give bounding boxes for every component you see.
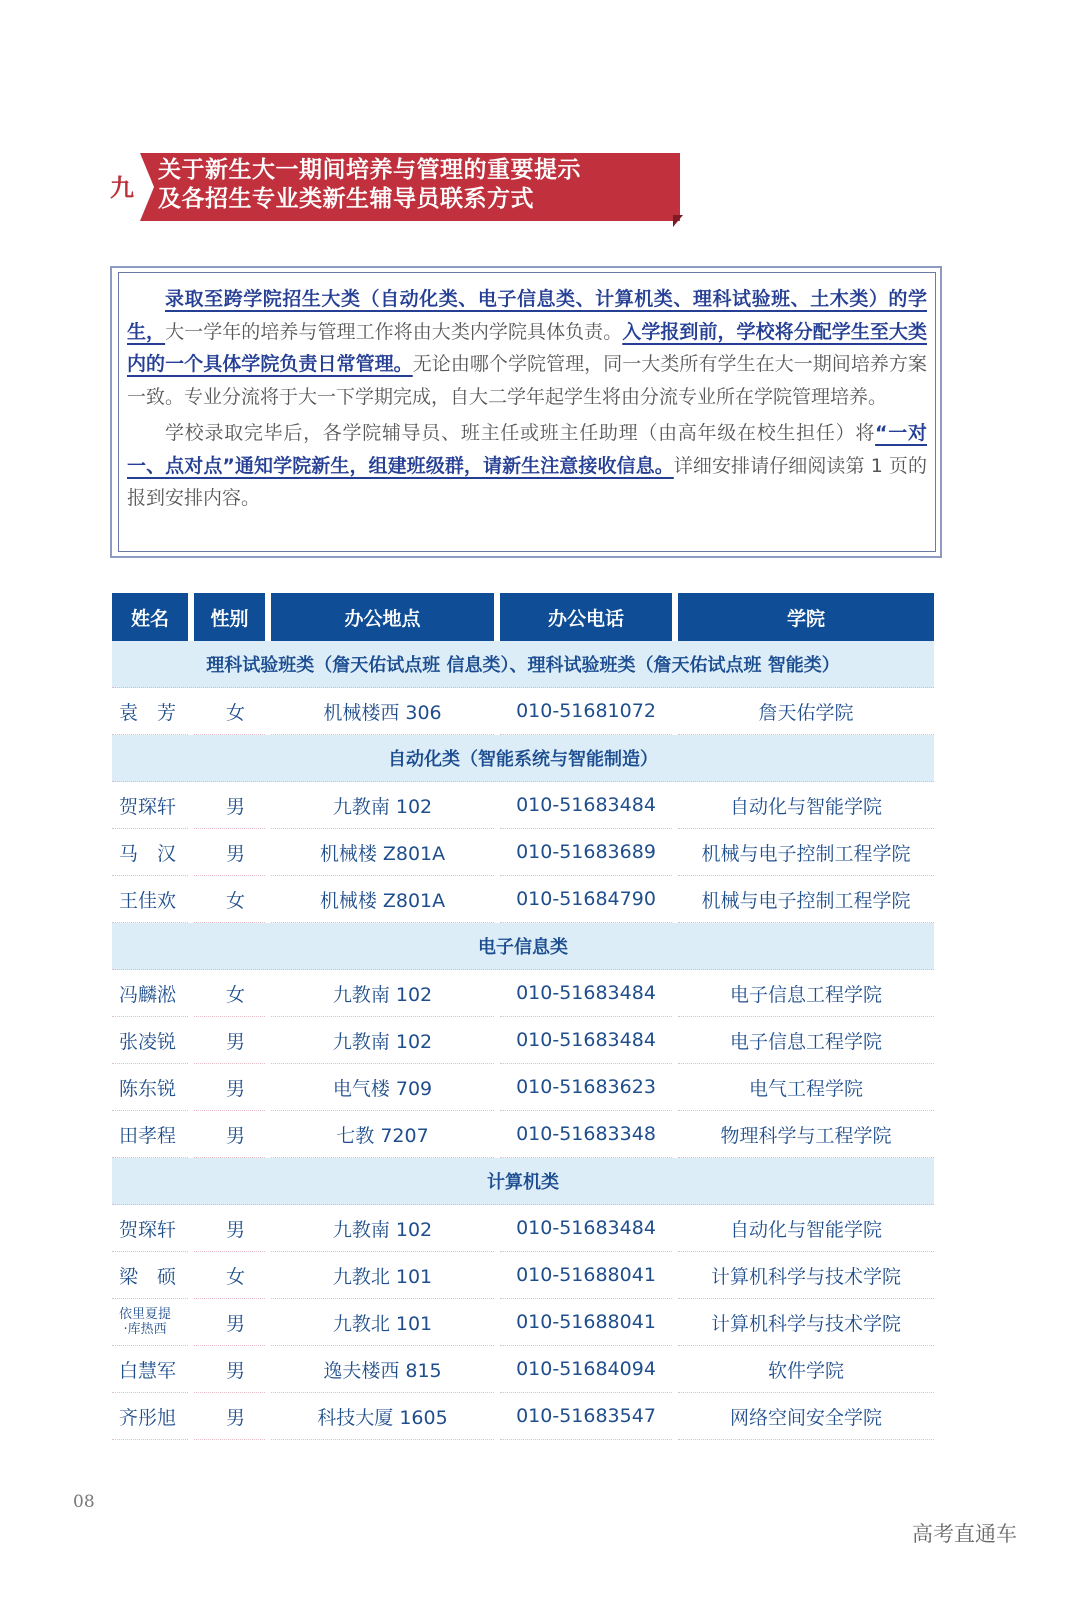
cell-office: 机械楼西 306 [271,688,494,735]
cell-gender: 男 [194,1393,265,1440]
cell-name [112,1299,188,1346]
cell-phone: 010-51684094 [500,1346,672,1393]
cell-office: 九教南 102 [271,1017,494,1064]
cell-gender: 男 [194,1064,265,1111]
cell-college: 物理科学与工程学院 [678,1111,934,1158]
section-number: 九 [110,174,134,202]
table-row [112,782,934,829]
cell-name: 冯麟淞 [112,970,188,1017]
cell-college: 网络空间安全学院 [678,1393,934,1440]
header-office: 办公地点 [271,593,494,641]
table-row [112,688,934,735]
table-row [112,1205,934,1252]
category-row: 计算机类 [112,1158,934,1205]
header-phone: 办公电话 [500,593,672,641]
section-title-line2: 及各招生专业类新生辅导员联系方式 [158,186,534,212]
table-header [112,593,934,641]
cell-gender: 女 [194,688,265,735]
table-row [112,1252,934,1299]
cell-gender: 男 [194,1017,265,1064]
notice-highlight: “一对一、点对点”通知学院新生，组建班级群，请新生注意接收信息。 [127,422,927,477]
cell-office: 机械楼 Z801A [271,876,494,923]
cell-office: 九教南 102 [271,970,494,1017]
name-line2: ·库热西 [123,1322,167,1337]
cell-phone: 010-51688041 [500,1252,672,1299]
watermark: 高考直通车 [912,1522,1017,1546]
cell-phone: 010-51681072 [500,688,672,735]
ribbon-fold [673,215,683,227]
cell-office: 逸夫楼西 815 [271,1346,494,1393]
cell-college: 软件学院 [678,1346,934,1393]
cell-college: 机械与电子控制工程学院 [678,829,934,876]
cell-office: 九教南 102 [271,1205,494,1252]
cell-gender: 女 [194,970,265,1017]
cell-name: 贺琛轩 [112,1205,188,1252]
table-body [112,641,934,1440]
cell-office: 机械楼 Z801A [271,829,494,876]
notice-paragraph-2 [127,417,927,515]
cell-phone: 010-51683484 [500,782,672,829]
cell-college: 电子信息工程学院 [678,1017,934,1064]
cell-college: 詹天佑学院 [678,688,934,735]
cell-name: 马 汉 [112,829,188,876]
cell-name: 袁 芳 [112,688,188,735]
cell-name: 张凌锐 [112,1017,188,1064]
cell-gender: 男 [194,829,265,876]
notice-text: 无论由哪个学院管理，同一大类所有学生在大一期间培养方案一致。专业分流将于大一下学期完成，自大二学年起学生将由分流专业所在学院管理培养。 [127,353,927,408]
cell-gender: 女 [194,1252,265,1299]
cell-college: 电子信息工程学院 [678,970,934,1017]
cell-college: 机械与电子控制工程学院 [678,876,934,923]
table-row [112,1064,934,1111]
cell-gender: 男 [194,782,265,829]
counselor-contact-table [112,593,934,1440]
table-row [112,1393,934,1440]
cell-office: 七教 7207 [271,1111,494,1158]
table-row [112,1346,934,1393]
cell-phone: 010-51683484 [500,1205,672,1252]
section-title-line1: 关于新生大一期间培养与管理的重要提示 [158,157,581,183]
cell-name: 梁 硕 [112,1252,188,1299]
cell-name: 陈东锐 [112,1064,188,1111]
cell-college: 计算机科学与技术学院 [678,1252,934,1299]
cell-phone: 010-51688041 [500,1299,672,1346]
header-name: 姓名 [112,593,188,641]
category-row: 理科试验班类（詹天佑试点班 信息类）、理科试验班类（詹天佑试点班 智能类） [112,641,934,688]
cell-phone: 010-51684790 [500,876,672,923]
cell-name: 贺琛轩 [112,782,188,829]
cell-phone: 010-51683689 [500,829,672,876]
cell-college: 计算机科学与技术学院 [678,1299,934,1346]
cell-college: 电气工程学院 [678,1064,934,1111]
notice-highlight: 入学报到前，学校将分配学生至大类内的一个具体学院负责日常管理。 [127,320,927,375]
header-gender: 性别 [194,593,265,641]
notice-text: 详细安排请仔细阅读第 1 页的报到安排内容。 [127,454,927,509]
notice-text: 学校录取完毕后，各学院辅导员、班主任或班主任助理（由高年级在校生担任）将 [165,422,876,444]
notice-box [127,283,927,519]
cell-office: 电气楼 709 [271,1064,494,1111]
cell-phone: 010-51683348 [500,1111,672,1158]
category-row: 电子信息类 [112,923,934,970]
cell-phone: 010-51683623 [500,1064,672,1111]
name-two-line [119,1307,171,1337]
cell-college: 自动化与智能学院 [678,1205,934,1252]
cell-name: 田孝程 [112,1111,188,1158]
cell-phone: 010-51683484 [500,970,672,1017]
cell-office: 九教北 101 [271,1299,494,1346]
table-row [112,876,934,923]
header-college: 学院 [678,593,934,641]
cell-college: 自动化与智能学院 [678,782,934,829]
table-row [112,1111,934,1158]
table-row [112,1017,934,1064]
cell-gender: 男 [194,1346,265,1393]
notice-paragraph-1 [127,283,927,413]
page-number: 08 [73,1492,95,1512]
cell-office: 九教北 101 [271,1252,494,1299]
cell-gender: 男 [194,1111,265,1158]
cell-gender: 女 [194,876,265,923]
cell-gender: 男 [194,1205,265,1252]
table-row [112,1299,934,1346]
notice-text: 大一学年的培养与管理工作将由大类内学院具体负责。 [165,320,623,343]
table-row [112,829,934,876]
section-title [158,156,581,214]
cell-phone: 010-51683484 [500,1017,672,1064]
cell-office: 九教南 102 [271,782,494,829]
cell-office: 科技大厦 1605 [271,1393,494,1440]
table-row [112,970,934,1017]
cell-gender: 男 [194,1299,265,1346]
category-row: 自动化类（智能系统与智能制造） [112,735,934,782]
cell-name: 白慧军 [112,1346,188,1393]
cell-name: 王佳欢 [112,876,188,923]
cell-name: 齐彤旭 [112,1393,188,1440]
notice-highlight: 录取至跨学院招生大类（自动化类、电子信息类、计算机类、理科试验班、土木类）的学生， [127,288,927,343]
cell-phone: 010-51683547 [500,1393,672,1440]
name-line1: 依里夏提 [119,1307,172,1322]
